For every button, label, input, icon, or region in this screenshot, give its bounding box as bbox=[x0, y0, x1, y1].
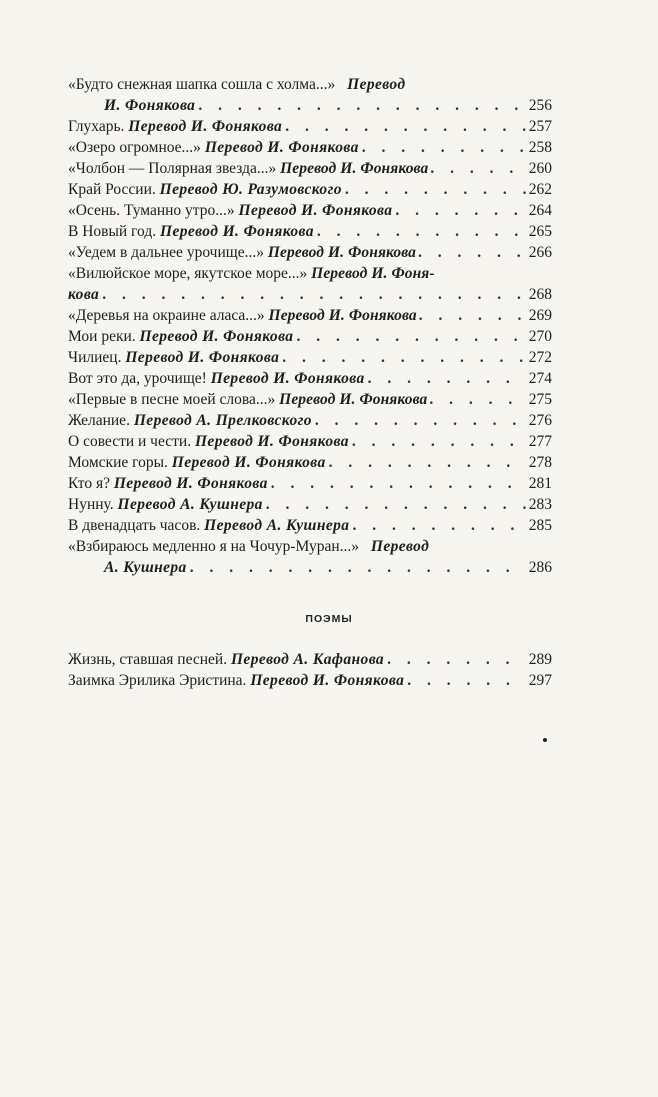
toc-entry[interactable] bbox=[68, 515, 552, 536]
toc-entry[interactable] bbox=[68, 305, 552, 326]
entry-translator: Перевод И. Фонякова bbox=[159, 223, 314, 240]
entry-page: 283 bbox=[528, 496, 552, 513]
entry-translator: Перевод А. Кафанова bbox=[230, 651, 385, 668]
entry-title: Глухарь. bbox=[68, 118, 125, 135]
entry-title: «Взбираюсь медленно я на Чочур-Муран...» bbox=[68, 538, 360, 555]
entry-translator: Перевод И. Фонякова bbox=[280, 160, 429, 177]
entry-translator: Перевод bbox=[370, 538, 430, 555]
entry-translator: Перевод И. Фонякова bbox=[250, 672, 405, 689]
toc-entry[interactable] bbox=[68, 494, 552, 515]
entry-page: 297 bbox=[528, 672, 552, 689]
leader-dots bbox=[362, 137, 526, 158]
entry-translator: А. Кушнера bbox=[104, 559, 187, 576]
leader-dots bbox=[271, 473, 526, 494]
leader-dots bbox=[317, 221, 526, 242]
entry-translator: Перевод Ю. Разумовского bbox=[159, 181, 342, 198]
entry-title: «Первые в песне моей слова...» bbox=[68, 391, 276, 408]
entry-page: 260 bbox=[528, 160, 552, 177]
entry-title: «Озеро огромное...» bbox=[68, 139, 201, 156]
entry-title: «Деревья на окраине аласа...» bbox=[68, 307, 265, 324]
entry-page: 275 bbox=[528, 391, 552, 408]
entry-translator: Перевод И. Фонякова bbox=[238, 202, 393, 219]
entry-title: Мои реки. bbox=[68, 328, 136, 345]
entry-translator: И. Фонякова bbox=[104, 97, 196, 114]
toc-entry[interactable] bbox=[68, 452, 552, 473]
toc-entry[interactable] bbox=[68, 137, 552, 158]
entry-translator: Перевод И. Фонякова bbox=[139, 328, 294, 345]
toc-entry[interactable] bbox=[68, 74, 552, 95]
toc-entry-continuation[interactable] bbox=[68, 95, 552, 116]
leader-dots bbox=[282, 347, 526, 368]
toc-entry[interactable] bbox=[68, 410, 552, 431]
entry-translator: Перевод bbox=[347, 76, 406, 93]
leader-dots bbox=[315, 410, 526, 431]
entry-page: 266 bbox=[528, 244, 552, 261]
leader-dots bbox=[345, 179, 526, 200]
entry-translator: Перевод А. Кушнера bbox=[204, 517, 350, 534]
toc-entry[interactable] bbox=[68, 649, 552, 670]
leader-dots bbox=[387, 649, 526, 670]
entry-translator: Перевод И. Фонякова bbox=[279, 391, 428, 408]
entry-title: «Вилюйское море, якутское море...» bbox=[68, 265, 308, 282]
entry-page: 277 bbox=[528, 433, 552, 450]
entry-translator: Перевод И. Фонякова bbox=[128, 118, 283, 135]
entry-translator: Перевод И. Фонякова bbox=[113, 475, 268, 492]
toc-entry-continuation[interactable] bbox=[68, 557, 552, 578]
leader-dots bbox=[418, 242, 527, 263]
table-of-contents bbox=[68, 74, 552, 578]
entry-title: Желание. bbox=[68, 412, 130, 429]
leader-dots bbox=[102, 284, 526, 305]
leader-dots bbox=[430, 158, 526, 179]
entry-page: 257 bbox=[528, 118, 552, 135]
toc-entry[interactable] bbox=[68, 221, 552, 242]
entry-title: «Уедем в дальнее урочище...» bbox=[68, 244, 264, 261]
entry-translator: Перевод И. Фонякова bbox=[210, 370, 365, 387]
leader-dots bbox=[395, 200, 525, 221]
entry-translator: Перевод А. Кушнера bbox=[117, 496, 263, 513]
poems-list bbox=[68, 649, 552, 691]
entry-title: Вот это да, урочище! bbox=[68, 370, 207, 387]
entry-title: Жизнь, ставшая песней. bbox=[68, 651, 228, 668]
ink-dot bbox=[543, 738, 547, 742]
toc-entry[interactable] bbox=[68, 368, 552, 389]
toc-entry[interactable] bbox=[68, 263, 552, 284]
toc-entry[interactable] bbox=[68, 670, 552, 691]
entry-page: 256 bbox=[528, 97, 552, 114]
entry-page: 276 bbox=[528, 412, 552, 429]
leader-dots bbox=[429, 389, 526, 410]
toc-entry[interactable] bbox=[68, 179, 552, 200]
entry-page: 285 bbox=[528, 517, 552, 534]
toc-entry-continuation[interactable] bbox=[68, 284, 552, 305]
entry-page: 281 bbox=[528, 475, 552, 492]
entry-title: «Осень. Туманно утро...» bbox=[68, 202, 235, 219]
entry-translator: Перевод А. Прелковского bbox=[133, 412, 312, 429]
leader-dots bbox=[407, 670, 526, 691]
toc-entry[interactable] bbox=[68, 242, 552, 263]
entry-page: 264 bbox=[528, 202, 552, 219]
entry-page: 289 bbox=[528, 651, 552, 668]
entry-translator: Перевод И. Фонякова bbox=[194, 433, 349, 450]
entry-title: Нунну. bbox=[68, 496, 114, 513]
entry-title: В двенадцать часов. bbox=[68, 517, 201, 534]
section-heading: ПОЭМЫ bbox=[305, 613, 353, 625]
entry-title: Кто я? bbox=[68, 475, 110, 492]
entry-title: Край России. bbox=[68, 181, 156, 198]
leader-dots bbox=[419, 305, 527, 326]
entry-page: 270 bbox=[528, 328, 552, 345]
leader-dots bbox=[352, 431, 526, 452]
toc-entry[interactable] bbox=[68, 116, 552, 137]
entry-page: 258 bbox=[528, 139, 552, 156]
entry-title: Чилиец. bbox=[68, 349, 122, 366]
toc-entry[interactable] bbox=[68, 473, 552, 494]
entry-title: Момские горы. bbox=[68, 454, 168, 471]
entry-title: В Новый год. bbox=[68, 223, 157, 240]
entry-title: «Будто снежная шапка сошла с холма...» bbox=[68, 76, 336, 93]
leader-dots bbox=[352, 515, 525, 536]
leader-dots bbox=[296, 326, 525, 347]
entry-title: Заимка Эрилика Эристина. bbox=[68, 672, 247, 689]
entry-translator: Перевод И. Фонякова bbox=[267, 244, 417, 261]
entry-translator: Перевод И. Фонякова bbox=[125, 349, 280, 366]
entry-page: 274 bbox=[528, 370, 552, 387]
toc-entry[interactable] bbox=[68, 389, 552, 410]
leader-dots bbox=[368, 368, 526, 389]
leader-dots bbox=[285, 116, 526, 137]
leader-dots bbox=[198, 95, 525, 116]
entry-translator: Перевод И. Фонякова bbox=[268, 307, 417, 324]
leader-dots bbox=[190, 557, 526, 578]
entry-translator: кова bbox=[68, 286, 100, 303]
entry-page: 268 bbox=[528, 286, 552, 303]
entry-page: 262 bbox=[528, 181, 552, 198]
entry-title: «Чолбон — Полярная звезда...» bbox=[68, 160, 277, 177]
entry-page: 278 bbox=[528, 454, 552, 471]
toc-entry[interactable] bbox=[68, 326, 552, 347]
entry-translator: Перевод И. Фонякова bbox=[204, 139, 359, 156]
entry-page: 265 bbox=[528, 223, 552, 240]
leader-dots bbox=[266, 494, 526, 515]
toc-entry[interactable] bbox=[68, 536, 552, 557]
entry-page: 272 bbox=[528, 349, 552, 366]
toc-entry[interactable] bbox=[68, 347, 552, 368]
entry-page: 286 bbox=[528, 559, 552, 576]
entry-translator: Перевод И. Фонякова bbox=[171, 454, 326, 471]
entry-title: О совести и чести. bbox=[68, 433, 192, 450]
entry-translator: Перевод И. Фоня- bbox=[311, 265, 435, 282]
leader-dots bbox=[329, 452, 526, 473]
toc-entry[interactable] bbox=[68, 158, 552, 179]
entry-page: 269 bbox=[528, 307, 552, 324]
toc-entry[interactable] bbox=[68, 200, 552, 221]
toc-entry[interactable] bbox=[68, 431, 552, 452]
